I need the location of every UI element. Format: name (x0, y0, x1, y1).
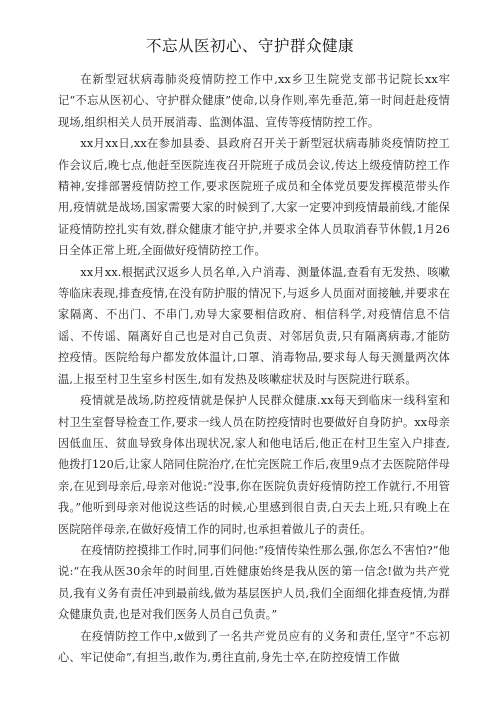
paragraph-1: 在新型冠状病毒肺炎疫情防控工作中,xx乡卫生院党支部书记院长xx牢记“不忘从医初心、守护群众健康”使命,以身作则,率先垂范,第一时间赶赴疫情现场,组织相关人员开展消毒、监测体温、宣传等疫情防控工作。 (58, 73, 450, 129)
paragraph-2: xx月xx日,xx在参加县委、县政府召开关于新型冠状病毒肺炎疫情防控工作会议后,晚七点,他赶至医院连夜召开院班子成员会议,传达上级疫情防控工作精神,安排部署疫情防控工作,要求医院班子成员和全体党员要发挥模范带头作用,疫情就是战场,国家需要大家的时候到了,大家一定要冲到疫情最前线,才能保证疫情防控扎实有效,群众健康才能守护,并要求全体人员取消春节休假,1月26日全体正常上班,全面做好疫情防控工作。 (58, 137, 450, 258)
paragraph-5: 在疫情防控摸排工作时,同事们问他:“疫情传染性那么强,你怎么不害怕?”他说:“在我从医30余年的时间里,百姓健康始终是我从医的第一信念!做为共产党员,我有义务有责任冲到最前线,做为基层医护人员,我们全面细化排查疫情,为群众健康负责,也是对我们医务人员自己负责。” (58, 543, 450, 622)
paragraph-4: 疫情就是战场,防控疫情就是保护人民群众健康.xx每天到临床一线科室和村卫生室督导检查工作,要求一线人员在防控疫情时也要做好自身防护。xx母亲因低血压、贫血导致身体出现状况,家人和他电话后,他正在村卫生室入户排查,他拨打120后,让家人陪同住院治疗,在忙完医院工作后,夜里9点才去医院陪伴母亲,在见到母亲后,母亲对他说:“没事,你在医院负责好疫情防控工作就行,不用管我。”他听到母亲对他说这些话的时候,心里感到很自责,白天去上班,只有晚上在医院陪伴母亲,在做好疫情工作的同时,也承担着做儿子的责任。 (58, 394, 450, 536)
document-body (58, 69, 450, 668)
document-title: 不忘从医初心、守护群众健康 (145, 37, 354, 55)
paragraph-3: xx月xx.根据武汉返乡人员名单,入户消毒、测量体温,查看有无发热、咳嗽等临床表现,排查疫情,在没有防护服的情况下,与返乡人员面对面接触,并要求在家隔离、不出门、不串门,劝导大家要相信政府、相信科学,对疫情信息不信谣、不传谣、隔离好自己也是对自己负责、对邻居负责,只有隔离病毒,才能防控疫情。医院给每户都发放体温计,口罩、消毒物品,要求每人每天测量两次体温,上报至村卫生室乡村医生,如有发热及咳嗽症状及时与医院进行联系。 (58, 265, 450, 386)
paragraph-6: 在疫情防控工作中,x做到了一名共产党员应有的义务和责任,坚守“不忘初心、牢记使命”,有担当,敢作为,勇往直前,身先士卒,在防控疫情工作做 (58, 629, 450, 664)
